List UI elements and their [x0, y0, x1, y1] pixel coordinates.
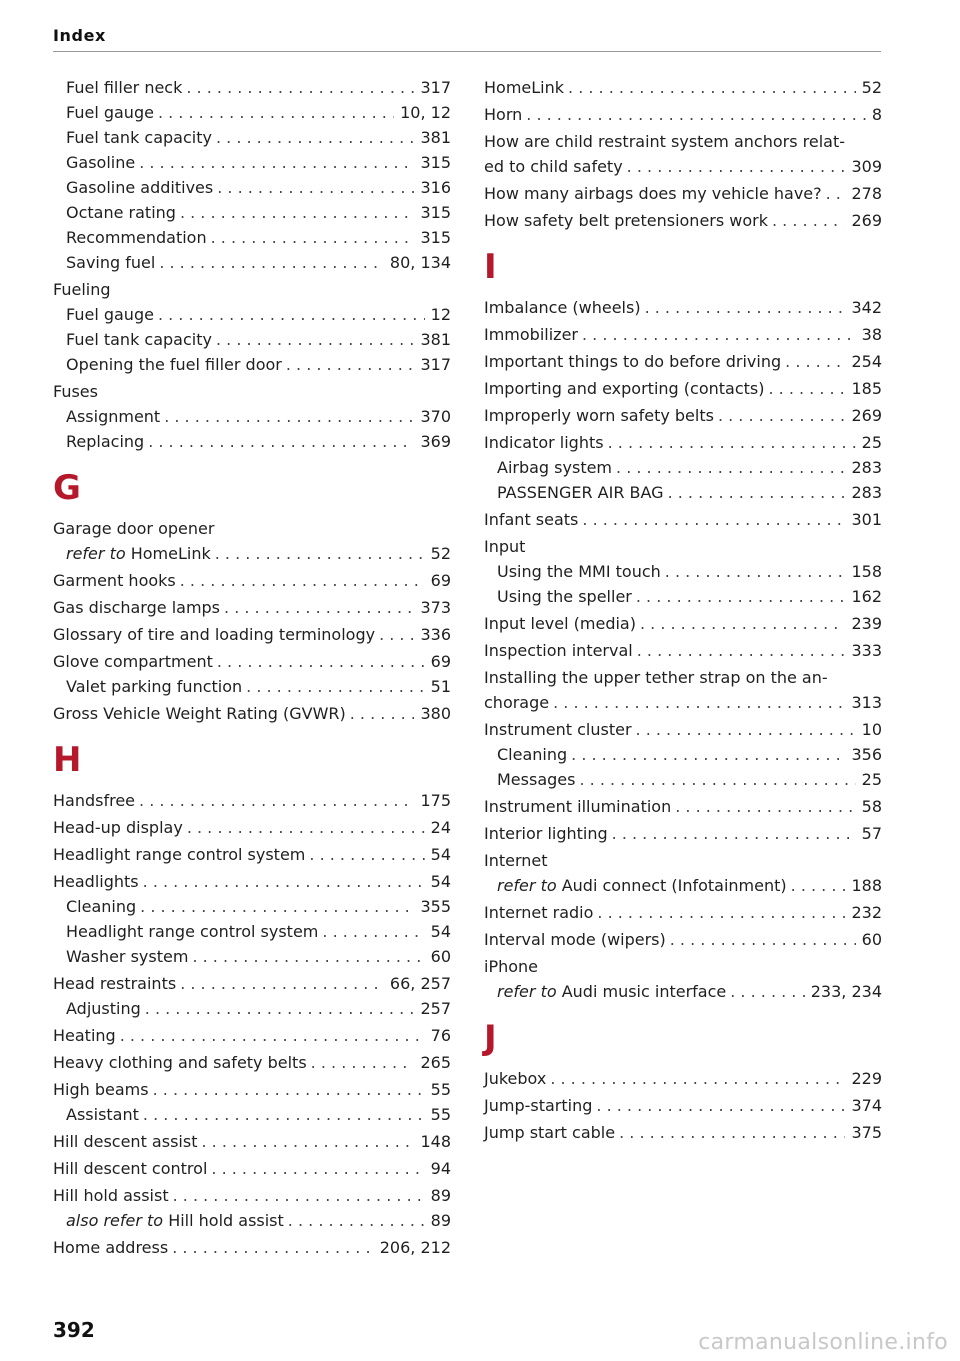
- entry-page: 375: [851, 1123, 882, 1142]
- entry-page: 38: [861, 325, 882, 344]
- index-entry: [53, 429, 451, 454]
- index-entry: [484, 1120, 882, 1145]
- index-column-left: [53, 75, 451, 1260]
- index-entry: [53, 1050, 451, 1075]
- dot-leader: [564, 75, 856, 100]
- index-entry: [484, 102, 882, 127]
- entry-page: 315: [420, 153, 451, 172]
- dot-leader: [141, 996, 415, 1021]
- entry-label: Assignment: [66, 407, 161, 426]
- index-entry: [484, 75, 882, 100]
- entry-page: 158: [851, 562, 882, 581]
- index-entry: [484, 376, 882, 401]
- index-entry: [53, 1023, 451, 1048]
- dot-leader: [135, 788, 414, 813]
- index-entry: [53, 352, 451, 377]
- entry-label: Gasoline additives: [66, 178, 214, 197]
- ref-target: Audi connect (Infotainment): [561, 876, 787, 895]
- index-entry: [53, 649, 451, 674]
- entry-page: 265: [420, 1053, 451, 1072]
- dot-leader: [169, 1183, 425, 1208]
- entry-label: Airbag system: [497, 458, 613, 477]
- index-entry: [484, 295, 882, 320]
- entry-page: 269: [851, 406, 882, 425]
- entry-label: Improperly worn safety belts: [484, 406, 714, 425]
- entry-page: 80, 134: [389, 253, 451, 272]
- entry-label: Heavy clothing and safety belts: [53, 1053, 307, 1072]
- entry-label: Opening the fuel filler door: [66, 355, 282, 374]
- entry-label: Headlights: [53, 872, 139, 891]
- index-heading-input: Input: [484, 537, 526, 556]
- dot-leader: [182, 75, 414, 100]
- dot-leader: [176, 200, 415, 225]
- entry-page: 316: [420, 178, 451, 197]
- dot-leader: [633, 638, 846, 663]
- dot-leader: [578, 322, 856, 347]
- dot-leader: [154, 100, 394, 125]
- entry-label: Hill descent control: [53, 1159, 208, 1178]
- index-entry: [484, 900, 882, 925]
- index-heading-fuses: Fuses: [53, 382, 98, 401]
- dot-leader: [615, 1120, 845, 1145]
- index-entry: [53, 175, 451, 200]
- entry-label: Heating: [53, 1026, 116, 1045]
- dot-leader: [213, 649, 425, 674]
- index-entry: [484, 611, 882, 636]
- entry-label: ed to child safety: [484, 157, 623, 176]
- entry-label: Fuel gauge: [66, 103, 154, 122]
- entry-page: 24: [430, 818, 451, 837]
- dot-leader: [282, 352, 415, 377]
- index-cross-reference: [484, 979, 882, 1004]
- entry-page: 333: [851, 641, 882, 660]
- entry-label: Jukebox: [484, 1069, 547, 1088]
- index-entry: [53, 75, 451, 100]
- dot-leader: [168, 1235, 374, 1260]
- fuel-subentries: [53, 75, 451, 275]
- ref-prefix: refer to: [497, 876, 557, 895]
- index-entry: [484, 927, 882, 952]
- entry-label: Imbalance (wheels): [484, 298, 641, 317]
- entry-label: Important things to do before driving: [484, 352, 782, 371]
- entry-label: Washer system: [66, 947, 189, 966]
- entry-label: Cleaning: [66, 897, 137, 916]
- entry-page: 66, 257: [389, 974, 451, 993]
- dot-leader: [636, 611, 845, 636]
- entry-page: 55: [430, 1105, 451, 1124]
- index-entry: [53, 200, 451, 225]
- entry-label: Jump-starting: [484, 1096, 593, 1115]
- entry-page: 233, 234: [810, 982, 882, 1001]
- entry-page: 313: [851, 693, 882, 712]
- index-entry-line: How are child restraint system anchors relat-: [484, 132, 845, 151]
- dot-leader: [212, 327, 414, 352]
- dot-leader: [207, 1156, 424, 1181]
- entry-page: 370: [420, 407, 451, 426]
- entry-page: 232: [851, 903, 882, 922]
- header-divider: [53, 51, 881, 52]
- entry-label: Gas discharge lamps: [53, 598, 221, 617]
- entry-page: 373: [420, 598, 451, 617]
- entry-label: Hill descent assist: [53, 1132, 198, 1151]
- entry-label: How safety belt pretensioners work: [484, 211, 768, 230]
- index-entry: [484, 767, 882, 792]
- dot-leader: [284, 1208, 425, 1233]
- entry-page: 69: [430, 652, 451, 671]
- dot-leader: [139, 1102, 425, 1127]
- dot-leader: [307, 1050, 415, 1075]
- ref-prefix: also refer to: [66, 1211, 164, 1230]
- entry-label: Home address: [53, 1238, 169, 1257]
- page-header-title: Index: [53, 26, 106, 45]
- dot-leader: [144, 429, 414, 454]
- dot-leader: [212, 125, 414, 150]
- ref-prefix: refer to: [497, 982, 557, 1001]
- entry-page: 76: [430, 1026, 451, 1045]
- dot-leader: [578, 507, 845, 532]
- index-entry: [484, 1093, 882, 1118]
- section-letter-i: I: [484, 247, 497, 287]
- dot-leader: [671, 794, 855, 819]
- index-entry: [484, 430, 882, 455]
- dot-leader: [641, 295, 846, 320]
- index-entry: [53, 125, 451, 150]
- entry-page: 94: [430, 1159, 451, 1178]
- entry-label: Fuel tank capacity: [66, 128, 212, 147]
- dot-leader: [183, 815, 425, 840]
- section-letter-j: J: [484, 1018, 497, 1058]
- entry-page: 239: [851, 614, 882, 633]
- index-entry: [484, 507, 882, 532]
- dot-leader: [612, 455, 845, 480]
- entry-page: 54: [430, 845, 451, 864]
- entry-label: Glove compartment: [53, 652, 213, 671]
- entry-page: 10, 12: [400, 103, 451, 122]
- dot-leader: [664, 480, 846, 505]
- entry-label: Importing and exporting (contacts): [484, 379, 765, 398]
- entry-label: Replacing: [66, 432, 145, 451]
- dot-leader: [318, 919, 424, 944]
- dot-leader: [822, 181, 846, 206]
- entry-label: PASSENGER AIR BAG: [497, 483, 664, 502]
- entry-page: 58: [861, 797, 882, 816]
- section-letter-g: G: [53, 468, 81, 508]
- entry-page: 10: [861, 720, 882, 739]
- entry-page: 54: [430, 922, 451, 941]
- dot-leader: [242, 674, 424, 699]
- entry-page: 269: [851, 211, 882, 230]
- entry-page: 188: [851, 876, 882, 895]
- index-column-right: [484, 75, 882, 1145]
- entry-label: Inspection interval: [484, 641, 633, 660]
- entry-label: Instrument cluster: [484, 720, 632, 739]
- dot-leader: [522, 102, 866, 127]
- dot-leader: [632, 584, 846, 609]
- entry-label: Horn: [484, 105, 523, 124]
- index-entry: [484, 208, 882, 233]
- entry-label: Head restraints: [53, 974, 177, 993]
- dot-leader: [176, 971, 384, 996]
- index-entry: [53, 674, 451, 699]
- dot-leader: [764, 376, 845, 401]
- entry-page: 8: [871, 105, 882, 124]
- entry-page: 55: [430, 1080, 451, 1099]
- entry-page: 89: [430, 1186, 451, 1205]
- entry-page: 336: [420, 625, 451, 644]
- index-entry: [53, 622, 451, 647]
- index-entry: [53, 595, 451, 620]
- dot-leader: [666, 927, 856, 952]
- entry-page: 278: [851, 184, 882, 203]
- entry-label: Input level (media): [484, 614, 636, 633]
- index-entry: [53, 701, 451, 726]
- entry-label: How many airbags does my vehicle have?: [484, 184, 822, 203]
- entry-page: 25: [861, 770, 882, 789]
- entry-label: Head-up display: [53, 818, 183, 837]
- entry-page: 356: [851, 745, 882, 764]
- dot-leader: [149, 1077, 425, 1102]
- dot-leader: [220, 595, 414, 620]
- dot-leader: [160, 404, 414, 429]
- index-entry: [53, 919, 451, 944]
- dot-leader: [592, 1093, 845, 1118]
- entry-label: Fuel filler neck: [66, 78, 183, 97]
- entry-label: Messages: [497, 770, 576, 789]
- dot-leader: [188, 944, 424, 969]
- ref-target: Hill hold assist: [168, 1211, 284, 1230]
- dot-leader: [781, 349, 845, 374]
- index-entry: [484, 1066, 882, 1091]
- index-entry: [53, 150, 451, 175]
- index-entry: [53, 869, 451, 894]
- entry-label: Recommendation: [66, 228, 207, 247]
- entry-page: 283: [851, 458, 882, 477]
- entry-page: 89: [430, 1211, 451, 1230]
- dot-leader: [211, 541, 425, 566]
- index-entry: [53, 1235, 451, 1260]
- entry-label: Saving fuel: [66, 253, 156, 272]
- entry-page: 185: [851, 379, 882, 398]
- index-entry: [484, 690, 882, 715]
- entry-label: Infant seats: [484, 510, 579, 529]
- dot-leader: [768, 208, 845, 233]
- entry-page: 12: [430, 305, 451, 324]
- dot-leader: [567, 742, 845, 767]
- entry-page: 317: [420, 355, 451, 374]
- entry-label: chorage: [484, 693, 550, 712]
- entry-page: 175: [420, 791, 451, 810]
- entry-label: Glossary of tire and loading terminology: [53, 625, 376, 644]
- entry-label: Interior lighting: [484, 824, 608, 843]
- entry-page: 355: [420, 897, 451, 916]
- index-entry: [53, 815, 451, 840]
- entry-page: 206, 212: [379, 1238, 451, 1257]
- ref-prefix: refer to: [66, 544, 126, 563]
- entry-label: Octane rating: [66, 203, 176, 222]
- index-entry: [53, 894, 451, 919]
- entry-page: 254: [851, 352, 882, 371]
- dot-leader: [608, 821, 856, 846]
- index-entry: [484, 821, 882, 846]
- index-entry: [53, 1156, 451, 1181]
- entry-label: Fuel gauge: [66, 305, 154, 324]
- entry-page: 315: [420, 203, 451, 222]
- dot-leader: [346, 701, 415, 726]
- dot-leader: [176, 568, 425, 593]
- entry-label: Interval mode (wipers): [484, 930, 666, 949]
- index-entry: [484, 181, 882, 206]
- dot-leader: [549, 690, 845, 715]
- index-entry: [484, 584, 882, 609]
- index-entry: [53, 971, 451, 996]
- dot-leader: [116, 1023, 425, 1048]
- index-heading-iphone: iPhone: [484, 957, 539, 976]
- entry-page: 315: [420, 228, 451, 247]
- dot-leader: [787, 873, 846, 898]
- dot-leader: [593, 900, 845, 925]
- index-entry: [484, 794, 882, 819]
- entry-page: 369: [420, 432, 451, 451]
- entry-label: Using the MMI touch: [497, 562, 661, 581]
- entry-page: 283: [851, 483, 882, 502]
- page-number: 392: [53, 1318, 95, 1342]
- entry-page: 69: [430, 571, 451, 590]
- entry-page: 301: [851, 510, 882, 529]
- dot-leader: [155, 250, 384, 275]
- entry-label: Jump start cable: [484, 1123, 616, 1142]
- entry-page: 229: [851, 1069, 882, 1088]
- dot-leader: [154, 302, 425, 327]
- index-entry: [484, 403, 882, 428]
- entry-page: 25: [861, 433, 882, 452]
- index-entry: [53, 996, 451, 1021]
- entry-label: Garment hooks: [53, 571, 176, 590]
- entry-label: High beams: [53, 1080, 149, 1099]
- index-entry: [484, 742, 882, 767]
- dot-leader: [714, 403, 846, 428]
- index-entry: [53, 327, 451, 352]
- entry-label: Headlight range control system: [53, 845, 306, 864]
- index-entry: [484, 480, 882, 505]
- index-entry: [53, 1129, 451, 1154]
- entry-page: 342: [851, 298, 882, 317]
- entry-label: Adjusting: [66, 999, 141, 1018]
- index-entry: [53, 1077, 451, 1102]
- index-heading-garage: Garage door opener: [53, 519, 215, 538]
- entry-label: Immobilizer: [484, 325, 578, 344]
- entry-page: 374: [851, 1096, 882, 1115]
- entry-page: 60: [861, 930, 882, 949]
- entry-label: Using the speller: [497, 587, 632, 606]
- dot-leader: [213, 175, 414, 200]
- entry-label: Valet parking function: [66, 677, 243, 696]
- entry-page: 52: [430, 544, 451, 563]
- entry-page: 380: [420, 704, 451, 723]
- index-entry: [53, 788, 451, 813]
- index-cross-reference: [53, 541, 451, 566]
- entry-page: 54: [430, 872, 451, 891]
- entry-label: Indicator lights: [484, 433, 604, 452]
- dot-leader: [139, 869, 425, 894]
- dot-leader: [305, 842, 424, 867]
- dot-leader: [546, 1066, 845, 1091]
- index-entry: [53, 250, 451, 275]
- index-cross-reference: [484, 873, 882, 898]
- section-letter-h: H: [53, 740, 82, 780]
- index-entry: [53, 568, 451, 593]
- entry-page: 148: [420, 1132, 451, 1151]
- ref-target: Audi music interface: [561, 982, 727, 1001]
- entry-label: Fuel tank capacity: [66, 330, 212, 349]
- index-entry: [53, 842, 451, 867]
- dot-leader: [632, 717, 856, 742]
- index-entry: [53, 225, 451, 250]
- entry-page: 381: [420, 330, 451, 349]
- entry-label: Internet radio: [484, 903, 594, 922]
- entry-label: Hill hold assist: [53, 1186, 169, 1205]
- index-entry: [484, 717, 882, 742]
- site-watermark: carmanualsonline.info: [698, 1330, 948, 1355]
- index-heading-fueling: Fueling: [53, 280, 111, 299]
- ref-target: HomeLink: [130, 544, 211, 563]
- dot-leader: [623, 154, 846, 179]
- dot-leader: [661, 559, 846, 584]
- dot-leader: [207, 225, 415, 250]
- index-entry: [484, 455, 882, 480]
- entry-page: 162: [851, 587, 882, 606]
- index-entry: [53, 100, 451, 125]
- index-heading-internet: Internet: [484, 851, 548, 870]
- entry-label: Instrument illumination: [484, 797, 672, 816]
- index-entry: [484, 154, 882, 179]
- entry-label: Cleaning: [497, 745, 568, 764]
- index-entry: [53, 1102, 451, 1127]
- index-entry-line: Installing the upper tether strap on the an-: [484, 668, 828, 687]
- entry-page: 52: [861, 78, 882, 97]
- index-entry: [484, 559, 882, 584]
- entry-label: Gross Vehicle Weight Rating (GVWR): [53, 704, 346, 723]
- index-entry: [53, 1183, 451, 1208]
- index-cross-reference: [53, 1208, 451, 1233]
- entry-label: Gasoline: [66, 153, 136, 172]
- entry-page: 51: [430, 677, 451, 696]
- entry-label: Handsfree: [53, 791, 136, 810]
- index-entry: [53, 404, 451, 429]
- entry-page: 257: [420, 999, 451, 1018]
- entry-label: Assistant: [66, 1105, 139, 1124]
- entry-page: 309: [851, 157, 882, 176]
- entry-label: Headlight range control system: [66, 922, 319, 941]
- dot-leader: [575, 767, 855, 792]
- dot-leader: [136, 894, 414, 919]
- entry-page: 57: [861, 824, 882, 843]
- dot-leader: [375, 622, 414, 647]
- dot-leader: [726, 979, 805, 1004]
- index-entry: [53, 302, 451, 327]
- index-entry: [53, 944, 451, 969]
- index-entry: [484, 349, 882, 374]
- entry-page: 381: [420, 128, 451, 147]
- dot-leader: [197, 1129, 414, 1154]
- dot-leader: [135, 150, 414, 175]
- entry-page: 317: [420, 78, 451, 97]
- entry-page: 60: [430, 947, 451, 966]
- index-entry: [484, 638, 882, 663]
- dot-leader: [604, 430, 856, 455]
- index-entry: [484, 322, 882, 347]
- entry-label: HomeLink: [484, 78, 565, 97]
